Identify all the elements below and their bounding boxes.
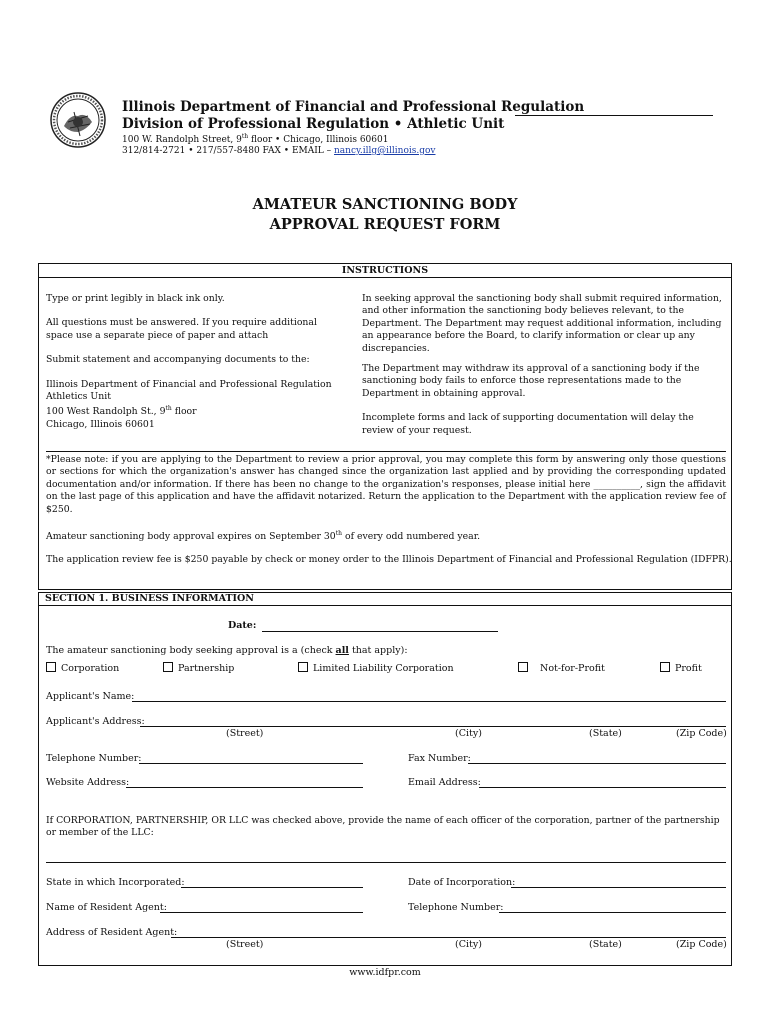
entity-type-prompt: The amateur sanctioning body seeking approval is a (check all that apply): [46,645,408,656]
checkbox-icon [163,662,173,672]
checkbox-not-for-profit[interactable]: Not-for-Profit [518,662,605,675]
applicant-name-field[interactable] [132,691,726,702]
checkbox-llc[interactable]: Limited Liability Corporation [298,662,454,675]
applicant-name-label: Applicant's Name: [46,691,135,702]
date-incorporation-field[interactable] [511,877,726,888]
email-link[interactable]: nancy.illg@illinois.gov [334,146,436,156]
state-seal-icon [50,92,106,148]
email-label: Email Address: [408,777,481,788]
telephone-label: Telephone Number: [46,753,142,764]
note-rule [46,451,726,452]
address-street-caption: (Street) [226,728,264,739]
applicant-address-label: Applicant's Address: [46,716,145,727]
checkbox-profit[interactable]: Profit [660,662,702,675]
instructions-left: Type or print legibly in black ink only. All questions must be answered. If you require additional space use a separate piece of paper and attach Submit statement and accompanying documents to the: Illinois Department of Financial and Professional Regulation Athletics Unit 100 West Randolph St., 9th floor Chicago, Illinois 60601 [46,293,332,430]
checkbox-icon [518,662,528,672]
applicant-address-field[interactable] [140,716,726,727]
address-city-caption: (City) [455,728,482,739]
officers-prompt: If CORPORATION, PARTNERSHIP, OR LLC was checked above, provide the name of each officer of the corporation, partner of the partnership or member of the LLC: [46,815,720,839]
office-address: 100 W. Randolph Street, 9th floor • Chicago, Illinois 60601 [122,133,389,145]
instructions-divider [38,277,732,278]
agent-state-caption: (State) [589,939,622,950]
prior-approval-note: *Please note: if you are applying to the Department to review a prior approval, you may complete this form by answering only those questions or sections for which the organization's answer has changed since the organization last applied and by providing the corresponding updated documentation and/or information. If there has been no change to the organization's responses, please initial here __________, sign the affidavit on the last page of this application and have the affidavit notarized. Return the application to the Department with the application review fee of $250. [46,454,726,515]
telephone-field[interactable] [139,753,363,764]
agent-address-label: Address of Resident Agent: [46,927,178,938]
checkbox-partnership[interactable]: Partnership [163,662,234,675]
agent-city-caption: (City) [455,939,482,950]
division-line: Division of Professional Regulation • Athletic Unit [122,116,505,132]
address-zip-caption: (Zip Code) [676,728,727,739]
date-label: Date: [228,620,257,631]
header-rule [515,115,713,116]
contact-line: 312/814-2721 • 217/557-8480 FAX • EMAIL – nancy.illg@illinois.gov [122,146,436,156]
agent-telephone-field[interactable] [499,902,726,913]
resident-agent-label: Name of Resident Agent: [46,902,167,913]
checkbox-corporation[interactable]: Corporation [46,662,119,675]
agent-zip-caption: (Zip Code) [676,939,727,950]
fee-note: The application review fee is $250 payable by check or money order to the Illinois Department of Financial and Professional Regulation (IDFPR). [46,554,732,565]
form-title-line1: AMATEUR SANCTIONING BODY [252,196,518,213]
form-title-line2: APPROVAL REQUEST FORM [269,216,501,233]
date-field[interactable] [262,621,498,632]
checkbox-icon [46,662,56,672]
agent-street-caption: (Street) [226,939,264,950]
expiry-note: Amateur sanctioning body approval expires on September 30th of every odd numbered year. [46,530,481,543]
state-incorporated-field[interactable] [181,877,363,888]
agent-address-field[interactable] [171,927,726,938]
checkbox-icon [660,662,670,672]
officers-field[interactable] [46,852,726,863]
fax-label: Fax Number: [408,753,471,764]
agent-telephone-label: Telephone Number: [408,902,504,913]
instructions-right: In seeking approval the sanctioning body shall submit required information, and other information the sanctioning body believes relevant, to the Department. The Department may request additional information, including an appearance before the Board, to clarify information or clear up any discrepancies. The Department may withdraw its approval of a sanctioning body if the sanctioning body fails to enforce those representations made to the Department in obtaining approval. Incomplete forms and lack of supporting documentation will delay the review of your request. [362,293,722,436]
section1-heading: SECTION 1. BUSINESS INFORMATION [38,592,732,606]
resident-agent-field[interactable] [160,902,363,913]
checkbox-icon [298,662,308,672]
date-incorporation-label: Date of Incorporation: [408,877,516,888]
website-label: Website Address: [46,777,130,788]
department-name: Illinois Department of Financial and Professional Regulation [122,99,585,115]
website-field[interactable] [126,777,363,788]
fax-field[interactable] [468,753,726,764]
address-state-caption: (State) [589,728,622,739]
instructions-heading: INSTRUCTIONS [341,265,429,276]
email-field[interactable] [479,777,726,788]
footer-url[interactable]: www.idfpr.com [349,967,421,978]
state-incorporated-label: State in which Incorporated: [46,877,185,888]
